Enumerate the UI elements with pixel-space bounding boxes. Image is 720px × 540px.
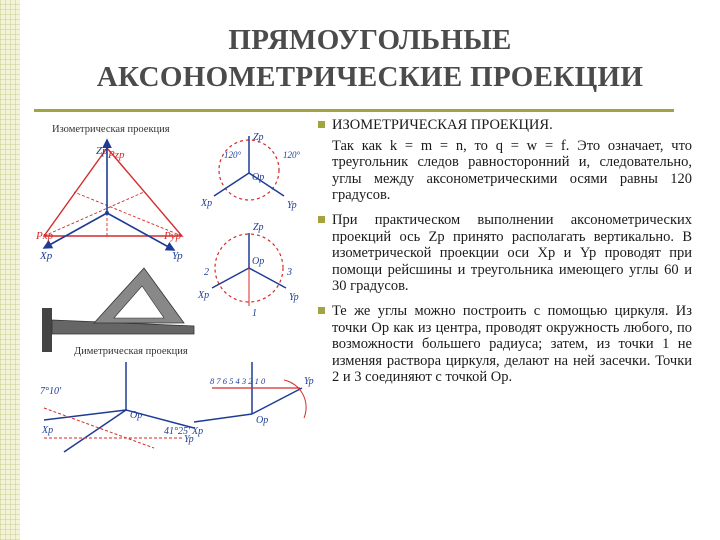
label-point-1: 1: [252, 308, 257, 319]
label-xp: Xp: [42, 425, 54, 436]
label-yp: Yp: [289, 292, 299, 303]
angle-41-25: 41°25': [164, 426, 191, 437]
slide-title: [20, 22, 720, 96]
title-line-2: АКСОНОМЕТРИЧЕСКИЕ ПРОЕКЦИИ: [96, 61, 644, 93]
iso-caption: Изометрическая проекция: [52, 124, 170, 135]
axis-y: [249, 268, 286, 288]
label-yp: Yp: [184, 434, 194, 445]
paragraph-1: [332, 117, 692, 204]
angle-7-10: 7°10': [40, 386, 62, 397]
label-zp: Zp: [253, 132, 264, 143]
paragraph-2: [332, 212, 692, 295]
label-op: Op: [256, 415, 269, 426]
origin-point: [105, 211, 109, 215]
axonometric-figure: [34, 118, 330, 536]
paragraph-3-text: Те же углы можно построить с помощью циркуля. Из точки Op как из центра, проводят окружность любого, по возможности большего радиуса; затем, из точки 1 не изменяя раствора циркуля, делают на ней засечки. Точки 2 и 3 соединяют с точкой Op.: [332, 302, 692, 386]
angle-120: 120°: [224, 150, 242, 160]
dim-caption: Диметрическая проекция: [74, 346, 188, 357]
axis-y: [252, 388, 302, 414]
angle-120: 120°: [283, 150, 301, 160]
title-line-1: ПРЯМОУГОЛЬНЫЕ: [228, 24, 512, 56]
bullet-square: [318, 216, 325, 223]
body-text: [332, 117, 692, 394]
label-zp: Zp: [253, 222, 264, 233]
label-pzp: Pzp: [108, 149, 125, 161]
scale-ticks: 8 7 6 5 4 3 2 1 0: [210, 376, 266, 386]
label-op: Op: [252, 172, 265, 183]
label-point-2: 2: [204, 267, 209, 278]
axis-x: [212, 268, 249, 288]
label-xp: Xp: [192, 426, 204, 437]
label-yp: Yp: [172, 250, 183, 262]
label-op: Op: [130, 410, 143, 421]
paragraph-1-text: Так как k = m = n, то q = w = f. Это означает, что треугольник следов равносторонний и, следовательно, углы между аксонометрическими осями равны 120 градусов.: [332, 137, 692, 204]
axis-x: [44, 213, 107, 248]
label-op: Op: [252, 256, 265, 267]
trace-triangle: [44, 148, 182, 236]
arc: [284, 380, 306, 418]
axis-x: [194, 414, 252, 422]
bullet-square: [318, 121, 325, 128]
title-divider: [34, 109, 674, 112]
label-zp: Zp: [96, 145, 108, 157]
decorative-sidebar: [0, 0, 20, 540]
label-xp: Xp: [201, 198, 213, 209]
paragraph-3: [332, 303, 692, 386]
t-square-head: [42, 308, 52, 352]
axis-x: [214, 173, 249, 196]
bullet-square: [318, 307, 325, 314]
paragraph-2-text: При практическом выполнении аксонометрических проекций ось Zp принято располагать вертикально. В изометрической проекции оси Xp и Yp проводят при помощи рейсшины и треугольника имеющего углы 60 и 30 градусов.: [332, 211, 692, 295]
label-pxp: Pxp: [36, 230, 54, 242]
label-yp: Yp: [304, 376, 314, 387]
label-pyp: Pyp: [164, 230, 182, 242]
label-xp: Xp: [40, 250, 53, 262]
label-xp: Xp: [198, 290, 210, 301]
section-heading: ИЗОМЕТРИЧЕСКАЯ ПРОЕКЦИЯ.: [332, 117, 553, 133]
label-point-3: 3: [287, 267, 292, 278]
label-yp: Yp: [287, 200, 297, 211]
